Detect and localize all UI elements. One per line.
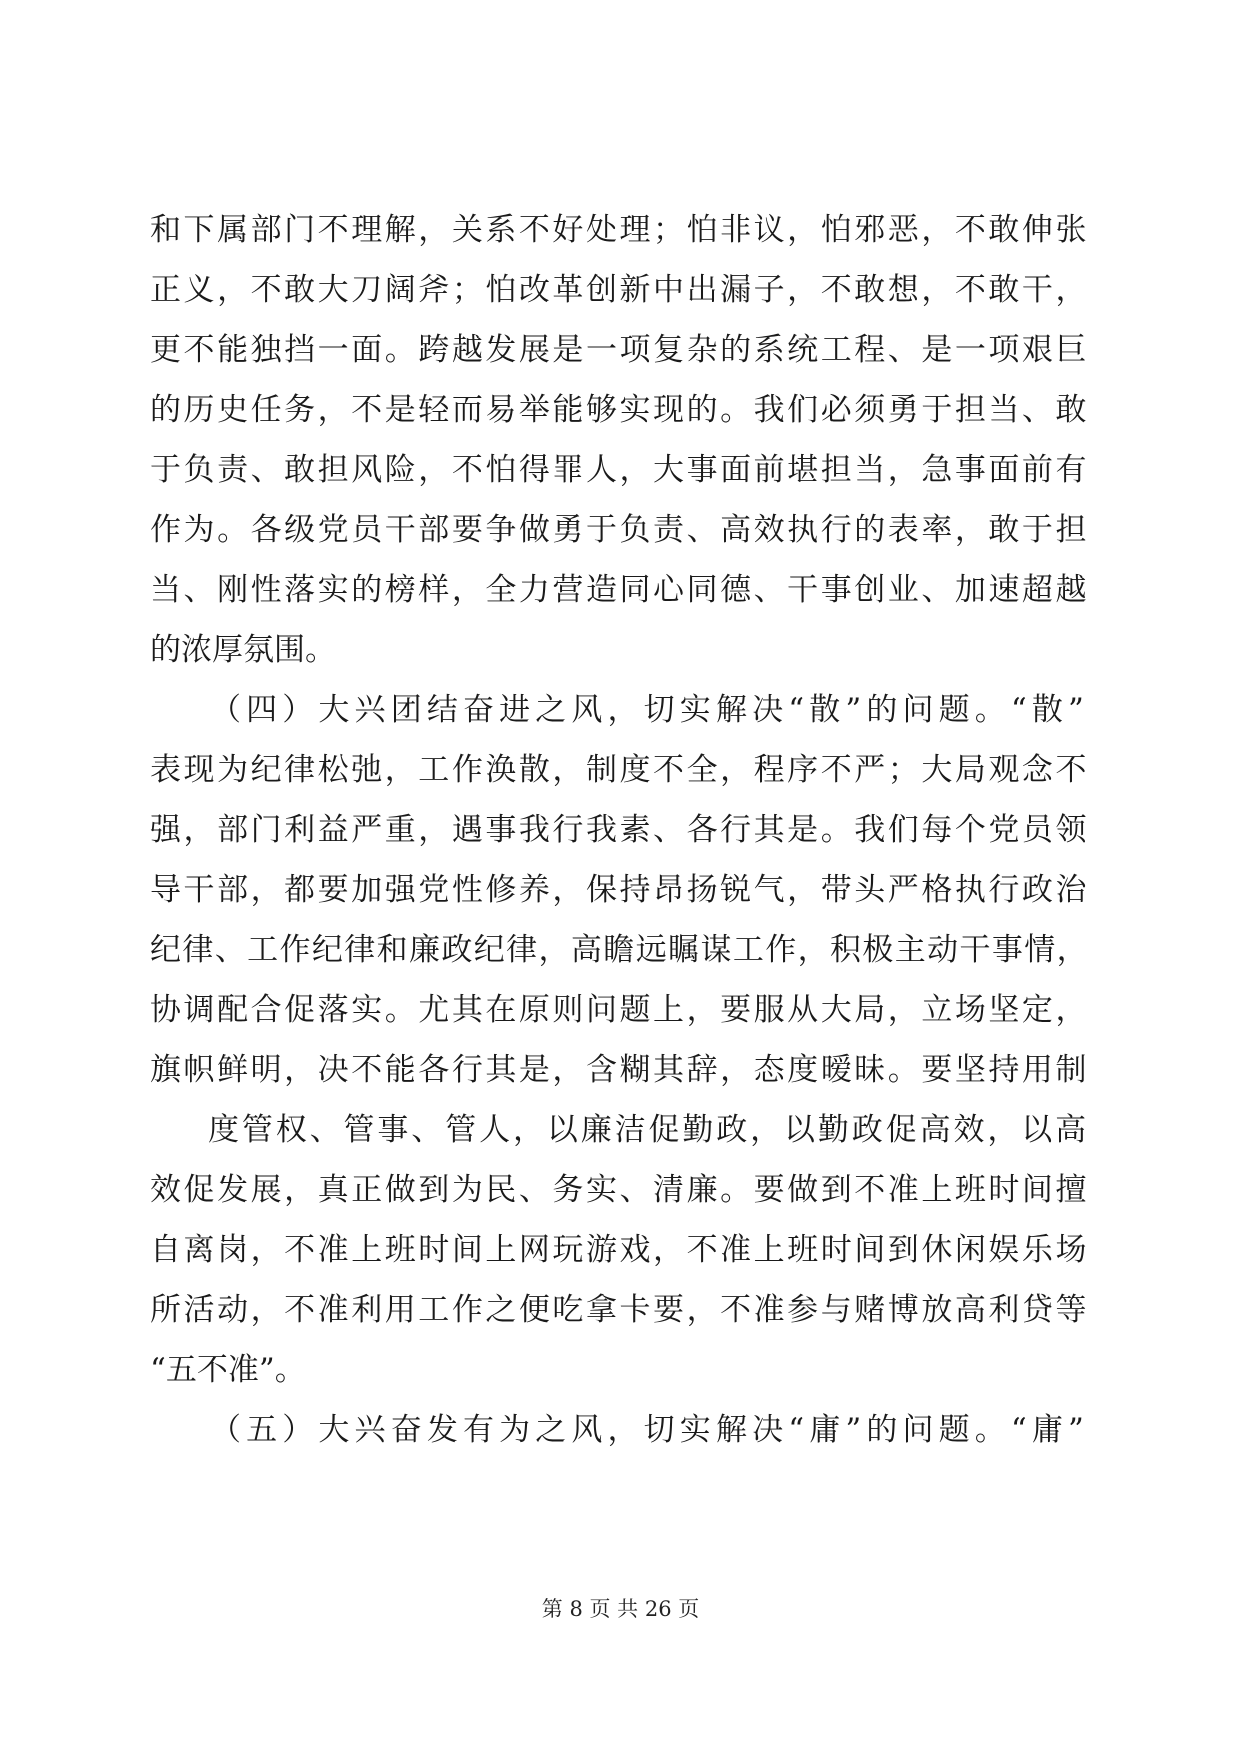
text-line-content: 表现为纪律松弛，工作涣散，制度不全，程序不严；大局观念不: [150, 752, 1089, 788]
text-line: [0, 442, 1241, 498]
text-line: [0, 1042, 1241, 1098]
text-line: [0, 922, 1241, 978]
text-line: [0, 982, 1241, 1038]
text-line-content: 自离岗，不准上班时间上网玩游戏，不准上班时间到休闲娱乐场: [150, 1232, 1089, 1268]
text-line: [0, 562, 1241, 618]
text-line-content: 所活动，不准利用工作之便吃拿卡要，不准参与赌博放高利贷等: [150, 1292, 1089, 1328]
text-line: [0, 1222, 1241, 1278]
text-line: [0, 382, 1241, 438]
section-heading-line: [0, 1402, 1241, 1458]
text-line-content: 导干部，都要加强党性修养，保持昂扬锐气，带头严格执行政治: [150, 872, 1089, 908]
text-line-content: 正义，不敢大刀阔斧；怕改革创新中出漏子，不敢想，不敢干，: [150, 272, 1089, 308]
text-line-content: 效促发展，真正做到为民、务实、清廉。要做到不准上班时间擅: [150, 1172, 1089, 1208]
text-line: [0, 502, 1241, 558]
text-line: [0, 862, 1241, 918]
text-line-content: （五）大兴奋发有为之风，切实解决“庸”的问题。“庸”: [210, 1412, 1089, 1448]
text-line-content: 协调配合促落实。尤其在原则问题上，要服从大局，立场坚定，: [150, 992, 1089, 1028]
text-line: [0, 1102, 1241, 1158]
text-line-content: 纪律、工作纪律和廉政纪律，高瞻远瞩谋工作，积极主动干事情，: [150, 932, 1089, 968]
text-line: [0, 1162, 1241, 1218]
text-line-content: 强，部门利益严重，遇事我行我素、各行其是。我们每个党员领: [150, 812, 1089, 848]
text-line: [0, 622, 1241, 678]
text-line: [0, 262, 1241, 318]
text-line-content: 旗帜鲜明，决不能各行其是，含糊其辞，态度暧昧。要坚持用制: [150, 1052, 1089, 1088]
text-line-content: 的浓厚氛围。: [150, 632, 336, 668]
text-line: [0, 1342, 1241, 1398]
text-line-content: 作为。各级党员干部要争做勇于负责、高效执行的表率，敢于担: [150, 512, 1089, 548]
text-line-content: 度管权、管事、管人，以廉洁促勤政，以勤政促高效，以高: [208, 1112, 1089, 1148]
text-line-content: 的历史任务，不是轻而易举能够实现的。我们必须勇于担当、敢: [150, 392, 1089, 428]
text-line-content: 于负责、敢担风险，不怕得罪人，大事面前堪担当，急事面前有: [150, 452, 1089, 488]
text-line-content: 更不能独挡一面。跨越发展是一项复杂的系统工程、是一项艰巨: [150, 332, 1089, 368]
text-line-content: （四）大兴团结奋进之风，切实解决“散”的问题。“散”: [210, 692, 1089, 728]
text-line: [0, 1282, 1241, 1338]
text-line-content: 当、刚性落实的榜样，全力营造同心同德、干事创业、加速超越: [150, 572, 1089, 608]
text-line: [0, 202, 1241, 258]
text-line: [0, 322, 1241, 378]
text-line-content: 和下属部门不理解，关系不好处理；怕非议，怕邪恶，不敢伸张: [150, 212, 1089, 248]
text-line: [0, 742, 1241, 798]
text-line-content: “五不准”。: [150, 1352, 306, 1388]
section-heading-line: [0, 682, 1241, 738]
page-footer: 第 8 页 共 26 页: [541, 1597, 700, 1621]
text-line: [0, 802, 1241, 858]
